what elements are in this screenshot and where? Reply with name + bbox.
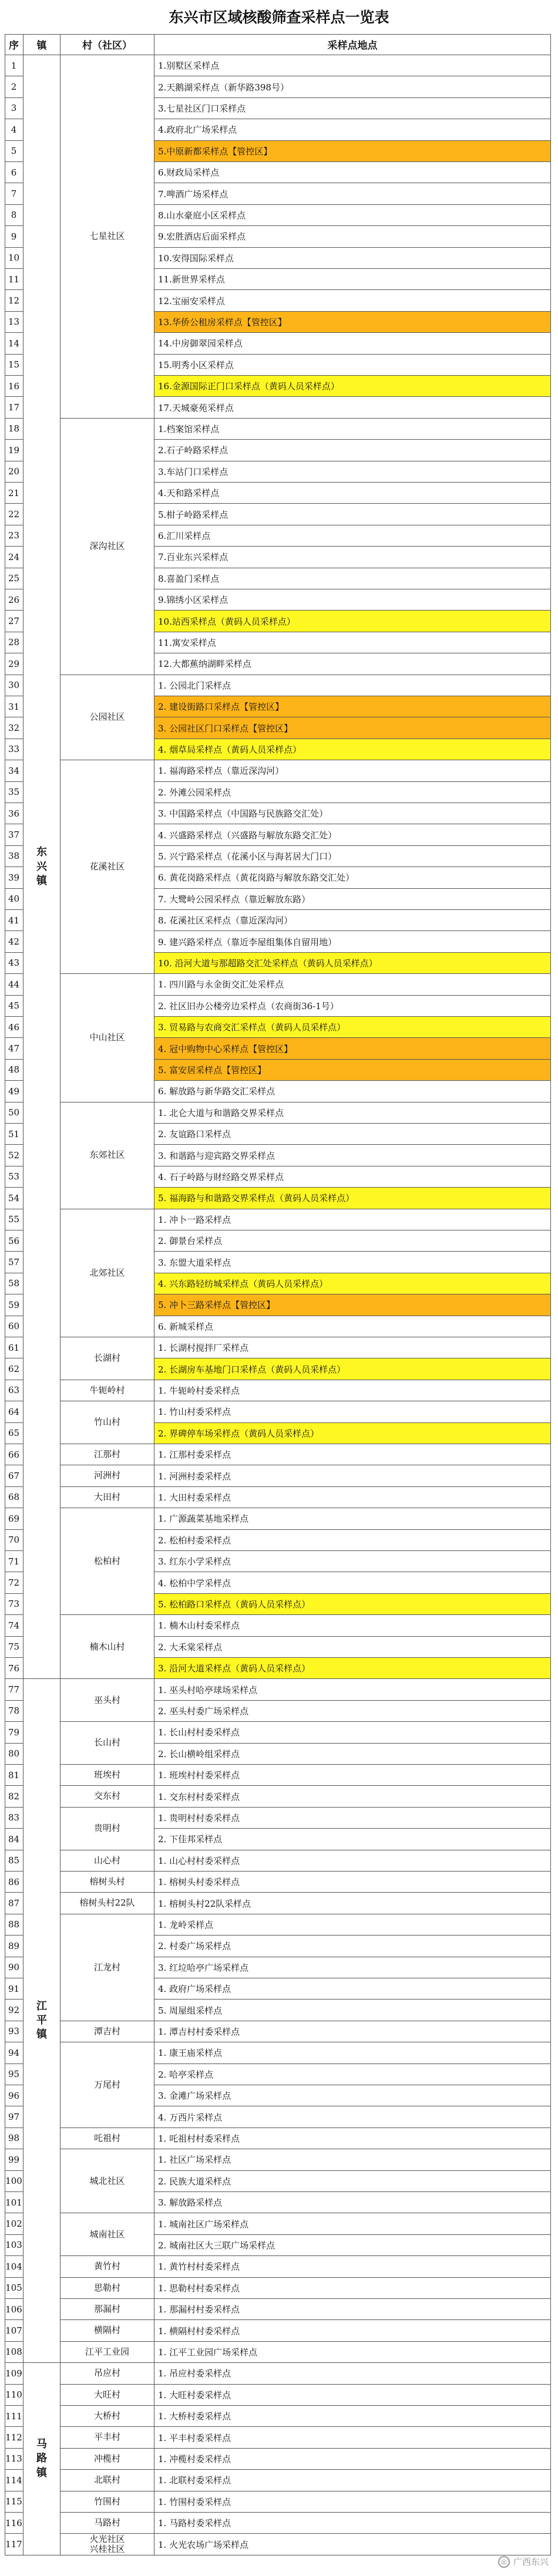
village-cell: 山心村: [60, 1850, 154, 1872]
watermark: [498, 2555, 549, 2568]
village-cell: 花溪社区: [60, 760, 154, 974]
sampling-site: 2. 长湖房车基地门口采样点（黄码人员采样点）: [154, 1358, 551, 1380]
row-number: 101: [5, 2192, 23, 2213]
sampling-site: 3. 东盟大道采样点: [154, 1252, 551, 1273]
sampling-site: 1. 大旺村委采样点: [154, 2385, 551, 2406]
village-cell: 平丰村: [60, 2427, 154, 2448]
sampling-site: 5. 富安居采样点【管控区】: [154, 1060, 551, 1081]
row-number: 10: [5, 248, 23, 269]
sampling-site: 3. 贸易路与农商交汇采样点（黄码人员采样点）: [154, 1017, 551, 1038]
row-number: 39: [5, 867, 23, 888]
sampling-site: 1. 江平工业园广场采样点: [154, 2342, 551, 2363]
row-number: 68: [5, 1487, 23, 1508]
row-number: 91: [5, 1978, 23, 2000]
row-number: 108: [5, 2342, 23, 2363]
sampling-site: 5.柑子岭路采样点: [154, 504, 551, 525]
sampling-site: 6.汇川采样点: [154, 525, 551, 547]
row-number: 32: [5, 717, 23, 739]
sampling-site: 9. 建兴路采样点（靠近李屋组集体自留用地）: [154, 931, 551, 952]
sampling-site: 3. 沿河大道采样点（黄码人员采样点）: [154, 1658, 551, 1679]
village-cell: 松柏村: [60, 1508, 154, 1615]
sampling-site: 2. 界碑停车场采样点（黄码人员采样点）: [154, 1423, 551, 1444]
header-town: 镇: [23, 34, 60, 55]
sampling-site: 1. 长山村村委采样点: [154, 1722, 551, 1743]
row-number: 90: [5, 1957, 23, 1978]
row-number: 88: [5, 1914, 23, 1936]
row-number: 95: [5, 2064, 23, 2085]
village-cell: 城南社区: [60, 2213, 154, 2256]
sampling-site: 2. 民族大道采样点: [154, 2171, 551, 2192]
sampling-site: 2. 巫头村委广场采样点: [154, 1701, 551, 1722]
village-cell: 公园社区: [60, 675, 154, 761]
row-number: 106: [5, 2299, 23, 2320]
row-number: 81: [5, 1765, 23, 1786]
sampling-site: 9.宏胜酒店后面采样点: [154, 226, 551, 247]
village-cell: 那漏村: [60, 2299, 154, 2320]
sampling-site: 2. 下佳邦采样点: [154, 1829, 551, 1850]
sampling-site: 2. 友谊路口采样点: [154, 1124, 551, 1145]
sampling-site: 1. 榕树头村22队采样点: [154, 1893, 551, 1914]
sampling-site: 1. 城南社区广场采样点: [154, 2213, 551, 2234]
village-cell: 深沟社区: [60, 419, 154, 675]
sampling-site: 1. 火光农场广场采样点: [154, 2534, 551, 2555]
row-number: 99: [5, 2149, 23, 2170]
row-number: 54: [5, 1188, 23, 1209]
row-number: 104: [5, 2256, 23, 2277]
sampling-site: 1. 社区广场采样点: [154, 2149, 551, 2170]
row-number: 20: [5, 461, 23, 483]
village-cell: 大田村: [60, 1487, 154, 1508]
row-number: 60: [5, 1316, 23, 1337]
row-number: 41: [5, 910, 23, 931]
sampling-site: 4. 政府广场采样点: [154, 1978, 551, 2000]
row-number: 74: [5, 1615, 23, 1636]
row-number: 113: [5, 2449, 23, 2470]
village-cell: 巫头村: [60, 1679, 154, 1722]
sampling-site: 5. 松柏路口采样点（黄码人员采样点）: [154, 1594, 551, 1615]
row-number: 21: [5, 483, 23, 504]
sampling-site: 3.七星社区门口采样点: [154, 98, 551, 119]
row-number: 80: [5, 1744, 23, 1765]
town-cell: [23, 55, 60, 1679]
sampling-site: 3. 金滩广场采样点: [154, 2085, 551, 2106]
village-cell: 北联村: [60, 2470, 154, 2491]
town-name: 江平镇: [36, 2000, 47, 2041]
row-number: 1: [5, 55, 23, 76]
row-number: 58: [5, 1273, 23, 1294]
sampling-site: 8.喜盈门采样点: [154, 568, 551, 589]
sampling-site: 1. 康王庙采样点: [154, 2042, 551, 2064]
village-cell: 长山村: [60, 1722, 154, 1765]
village-cell: 中山社区: [60, 974, 154, 1102]
row-number: 82: [5, 1786, 23, 1807]
sampling-site: 1. 榕树头村委采样点: [154, 1872, 551, 1893]
sampling-site: 6. 解放路与新华路交汇采样点: [154, 1081, 551, 1102]
sampling-site: 1. 广源蔬菜基地采样点: [154, 1508, 551, 1529]
row-number: 7: [5, 183, 23, 204]
row-number: 49: [5, 1081, 23, 1102]
town-cell: [23, 1679, 60, 2363]
row-number: 4: [5, 119, 23, 140]
row-number: 79: [5, 1722, 23, 1743]
sampling-site: 1. 楠木山村委采样点: [154, 1615, 551, 1636]
row-number: 114: [5, 2470, 23, 2491]
sampling-site: 6.财政局采样点: [154, 162, 551, 183]
sampling-site: 1. 竹围村委采样点: [154, 2491, 551, 2513]
sampling-site: 1. 吒祖村村委采样点: [154, 2128, 551, 2149]
town-name: 东兴镇: [36, 846, 47, 887]
row-number: 16: [5, 376, 23, 397]
row-number: 23: [5, 525, 23, 547]
row-number: 92: [5, 2000, 23, 2021]
village-cell: 城北社区: [60, 2149, 154, 2213]
row-number: 34: [5, 760, 23, 781]
sampling-site: 12.宝丽安采样点: [154, 290, 551, 311]
sampling-site: 9.锦绣小区采样点: [154, 589, 551, 611]
sampling-site: 1.档案馆采样点: [154, 419, 551, 440]
row-number: 66: [5, 1444, 23, 1465]
sampling-site: 1. 潭吉村村委采样点: [154, 2021, 551, 2042]
village-cell: 冲榄村: [60, 2449, 154, 2470]
village-cell: 贵明村: [60, 1808, 154, 1850]
row-number: 9: [5, 226, 23, 247]
town-cell: [23, 2363, 60, 2555]
sampling-site: 1. 牛轭岭村委采样点: [154, 1380, 551, 1401]
row-number: 52: [5, 1145, 23, 1166]
row-number: 84: [5, 1829, 23, 1850]
row-number: 70: [5, 1530, 23, 1551]
sampling-site: 8. 花溪社区采样点（靠近深沟河）: [154, 910, 551, 931]
village-cell: 江平工业园: [60, 2342, 154, 2363]
row-number: 28: [5, 632, 23, 653]
header-village: 村（社区）: [60, 34, 154, 55]
row-number: 105: [5, 2278, 23, 2299]
sampling-site: 2. 长山横岭组采样点: [154, 1744, 551, 1765]
sampling-site: 5. 周屋组采样点: [154, 2000, 551, 2021]
village-cell: 交东村: [60, 1786, 154, 1807]
sampling-site: 1. 河洲村委采样点: [154, 1465, 551, 1486]
sampling-site: 1. 福海路采样点（靠近深沟河）: [154, 760, 551, 781]
row-number: 115: [5, 2491, 23, 2513]
village-cell: 榕树头村: [60, 1872, 154, 1893]
row-number: 46: [5, 1017, 23, 1038]
sampling-site: 3.车站门口采样点: [154, 461, 551, 483]
sampling-site: 1. 贵明村村委采样点: [154, 1808, 551, 1829]
sampling-site: 7. 大鹭岭公园采样点（靠近解放东路）: [154, 889, 551, 910]
row-number: 76: [5, 1658, 23, 1679]
header-seq: 序: [5, 34, 23, 55]
row-number: 65: [5, 1423, 23, 1444]
row-number: 61: [5, 1337, 23, 1358]
village-cell: 长湖村: [60, 1337, 154, 1380]
village-cell: 黄竹村: [60, 2256, 154, 2277]
sampling-site: 1. 大田村委采样点: [154, 1487, 551, 1508]
sampling-site: 14.中房御翠园采样点: [154, 333, 551, 354]
row-number: 59: [5, 1294, 23, 1316]
row-number: 97: [5, 2106, 23, 2127]
sampling-site: 2. 御景台采样点: [154, 1230, 551, 1252]
row-number: 42: [5, 931, 23, 952]
row-number: 94: [5, 2042, 23, 2064]
row-number: 78: [5, 1701, 23, 1722]
sampling-site: 1. 山心村村委采样点: [154, 1850, 551, 1872]
sampling-site: 1. 交东村村委采样点: [154, 1786, 551, 1807]
sampling-site: 6. 黄花岗路采样点（黄花岗路与解放东路交汇处）: [154, 867, 551, 888]
row-number: 64: [5, 1401, 23, 1422]
sampling-site: 1. 冲榄村委采样点: [154, 2449, 551, 2470]
sampling-site: 4.政府北广场采样点: [154, 119, 551, 140]
town-name: 马路镇: [36, 2438, 47, 2479]
row-number: 83: [5, 1808, 23, 1829]
row-number: 50: [5, 1102, 23, 1124]
sampling-site: 2. 建设街路口采样点【管控区】: [154, 696, 551, 717]
sampling-site: 3. 红垃哈亭广场采样点: [154, 1957, 551, 1978]
row-number: 72: [5, 1572, 23, 1593]
village-cell: 火光社区 兴桂社区: [60, 2534, 154, 2555]
sampling-site: 4. 兴盛路采样点（兴盛路与解放东路交汇处）: [154, 824, 551, 845]
row-number: 73: [5, 1594, 23, 1615]
row-number: 67: [5, 1465, 23, 1486]
sampling-site: 4. 万西片采样点: [154, 2106, 551, 2127]
row-number: 8: [5, 205, 23, 226]
sampling-site: 1. 江那村委采样点: [154, 1444, 551, 1465]
row-number: 36: [5, 803, 23, 824]
sampling-site: 16.金源国际正门口采样点（黄码人员采样点）: [154, 376, 551, 397]
sampling-site: 1. 竹山村委采样点: [154, 1401, 551, 1422]
row-number: 11: [5, 269, 23, 290]
sampling-site: 11.寓安采样点: [154, 632, 551, 653]
row-number: 75: [5, 1637, 23, 1658]
sampling-site: 1.别墅区采样点: [154, 55, 551, 76]
village-cell: 竹围村: [60, 2491, 154, 2513]
row-number: 55: [5, 1209, 23, 1230]
row-number: 111: [5, 2406, 23, 2427]
sampling-site: 11.新世界采样点: [154, 269, 551, 290]
village-cell: 牛轭岭村: [60, 1380, 154, 1401]
row-number: 45: [5, 996, 23, 1017]
sampling-site: 5. 兴宁路采样点（花溪小区与海茗居大门口）: [154, 846, 551, 867]
row-number: 57: [5, 1252, 23, 1273]
village-cell: 大旺村: [60, 2385, 154, 2406]
sampling-site: 4. 烟草局采样点（黄码人员采样点）: [154, 739, 551, 760]
row-number: 112: [5, 2427, 23, 2448]
row-number: 85: [5, 1850, 23, 1872]
row-number: 51: [5, 1124, 23, 1145]
row-number: 110: [5, 2385, 23, 2406]
row-number: 3: [5, 98, 23, 119]
row-number: 40: [5, 889, 23, 910]
row-number: 18: [5, 419, 23, 440]
sampling-site: 7.百业东兴采样点: [154, 547, 551, 568]
row-number: 47: [5, 1038, 23, 1059]
sampling-site: 3. 公园社区门口采样点【管控区】: [154, 717, 551, 739]
row-number: 25: [5, 568, 23, 589]
sampling-site: 2.天鹅湖采样点（新华路398号）: [154, 76, 551, 97]
sampling-site: 5. 冲卜三路采样点【管控区】: [154, 1294, 551, 1316]
sampling-site: 1. 冲卜一路采样点: [154, 1209, 551, 1230]
row-number: 26: [5, 589, 23, 611]
row-number: 86: [5, 1872, 23, 1893]
row-number: 13: [5, 312, 23, 333]
row-number: 37: [5, 824, 23, 845]
sampling-site: 2. 哈亭采样点: [154, 2064, 551, 2085]
row-number: 103: [5, 2235, 23, 2256]
sampling-site: 1. 公园北门采样点: [154, 675, 551, 696]
sampling-site: 8.山水豪庭小区采样点: [154, 205, 551, 226]
row-number: 77: [5, 1679, 23, 1700]
sampling-site: 1. 班埃村村委采样点: [154, 1765, 551, 1786]
village-cell: 大桥村: [60, 2406, 154, 2427]
row-number: 98: [5, 2128, 23, 2149]
row-number: 24: [5, 547, 23, 568]
village-cell: 河洲村: [60, 1465, 154, 1486]
village-cell: 马路村: [60, 2513, 154, 2534]
row-number: 31: [5, 696, 23, 717]
sampling-site: 1. 吊应村委采样点: [154, 2363, 551, 2384]
header-site: 采样点地点: [154, 34, 551, 55]
village-cell: 楠木山村: [60, 1615, 154, 1679]
sampling-site: 1. 北仑大道与和谐路交界采样点: [154, 1102, 551, 1124]
row-number: 109: [5, 2363, 23, 2384]
village-cell: 吒祖村: [60, 2128, 154, 2149]
sampling-site: 13.华侨公租房采样点【管控区】: [154, 312, 551, 333]
row-number: 102: [5, 2213, 23, 2234]
sampling-site: 1. 思勒村村委采样点: [154, 2278, 551, 2299]
row-number: 93: [5, 2021, 23, 2042]
sampling-site: 6. 新城采样点: [154, 1316, 551, 1337]
row-number: 69: [5, 1508, 23, 1529]
sampling-site: 3. 红东小学采样点: [154, 1551, 551, 1572]
sampling-site: 10.站西采样点（黄码人员采样点）: [154, 611, 551, 632]
row-number: 27: [5, 611, 23, 632]
row-number: 56: [5, 1230, 23, 1252]
sampling-site: 2. 大禾棠采样点: [154, 1637, 551, 1658]
village-cell: 万尾村: [60, 2042, 154, 2128]
village-cell: 榕树头村22队: [60, 1893, 154, 1914]
row-number: 43: [5, 953, 23, 974]
sampling-site: 2. 外滩公园采样点: [154, 782, 551, 803]
row-number: 38: [5, 846, 23, 867]
village-cell: 江龙村: [60, 1914, 154, 2021]
sampling-site: 4. 兴东路轻纺城采样点（黄码人员采样点）: [154, 1273, 551, 1294]
row-number: 100: [5, 2171, 23, 2192]
sampling-site: 15.明秀小区采样点: [154, 355, 551, 376]
village-cell: 吊应村: [60, 2363, 154, 2384]
sampling-site: 2. 城南社区大三联广场采样点: [154, 2235, 551, 2256]
sampling-site: 3. 中国路采样点（中国路与民族路交汇处）: [154, 803, 551, 824]
sampling-site: 1. 北联村委采样点: [154, 2470, 551, 2491]
sampling-site: 1. 四川路与永金街交汇处采样点: [154, 974, 551, 995]
row-number: 116: [5, 2513, 23, 2534]
row-number: 117: [5, 2534, 23, 2555]
row-number: 14: [5, 333, 23, 354]
sampling-site: 1. 巫头村哈亭球场采样点: [154, 1679, 551, 1700]
sampling-site: 4. 冠中购物中心采样点【管控区】: [154, 1038, 551, 1059]
sampling-site: 1. 大桥村委采样点: [154, 2406, 551, 2427]
row-number: 44: [5, 974, 23, 995]
watermark-logo-icon: ◎: [498, 2556, 510, 2568]
sampling-site: 1. 马路村委采样点: [154, 2513, 551, 2534]
row-number: 17: [5, 397, 23, 418]
sampling-site: 5. 福海路与和谐路交界采样点（黄码人员采样点）: [154, 1188, 551, 1209]
village-cell: 横隔村: [60, 2320, 154, 2341]
sampling-site: 2. 村委广场采样点: [154, 1936, 551, 1957]
page-title: 东兴市区域核酸筛查采样点一览表: [169, 8, 389, 26]
row-number: 87: [5, 1893, 23, 1914]
row-number: 29: [5, 653, 23, 675]
sampling-site: 10. 沿河大道与那超路交汇处采样点（黄码人员采样点）: [154, 953, 551, 974]
row-number: 71: [5, 1551, 23, 1572]
row-number: 35: [5, 782, 23, 803]
sampling-site: 1. 长湖村搅拌厂采样点: [154, 1337, 551, 1358]
sampling-site: 1. 横隔村村委采样点: [154, 2320, 551, 2341]
sampling-site: 12.大都蕉纳湖畔采样点: [154, 653, 551, 675]
village-cell: 竹山村: [60, 1401, 154, 1444]
row-number: 12: [5, 290, 23, 311]
sampling-site: 1. 龙岭采样点: [154, 1914, 551, 1936]
sampling-site: 4. 石子岭路与財经路交界采样点: [154, 1166, 551, 1188]
sampling-site: 1. 平丰村委采样点: [154, 2427, 551, 2448]
row-number: 96: [5, 2085, 23, 2106]
sampling-site: 4. 松柏中学采样点: [154, 1572, 551, 1593]
village-cell: 北郊社区: [60, 1209, 154, 1337]
row-number: 33: [5, 739, 23, 760]
row-number: 2: [5, 76, 23, 97]
sampling-site: 2. 社区旧办公楼旁边采样点（农商街36-1号）: [154, 996, 551, 1017]
sampling-site: 3. 解放路采样点: [154, 2192, 551, 2213]
village-cell: 七星社区: [60, 55, 154, 419]
village-cell: 潭吉村: [60, 2021, 154, 2042]
row-number: 107: [5, 2320, 23, 2341]
sampling-site: 1. 黄竹村村委采样点: [154, 2256, 551, 2277]
village-cell: 东郊社区: [60, 1102, 154, 1209]
row-number: 15: [5, 355, 23, 376]
sampling-site: 10.安得国际采样点: [154, 248, 551, 269]
village-cell: 江那村: [60, 1444, 154, 1465]
row-number: 53: [5, 1166, 23, 1188]
sampling-site: 2. 松柏村委采样点: [154, 1530, 551, 1551]
sampling-site: 5.中原新都采样点【管控区】: [154, 141, 551, 162]
sampling-site: 17.天城豪苑采样点: [154, 397, 551, 418]
watermark-text: 广西东兴: [513, 2557, 549, 2567]
sampling-site: 4.天和路采样点: [154, 483, 551, 504]
row-number: 22: [5, 504, 23, 525]
row-number: 30: [5, 675, 23, 696]
row-number: 19: [5, 440, 23, 461]
sampling-site: 7.啤酒广场采样点: [154, 183, 551, 204]
row-number: 48: [5, 1060, 23, 1081]
row-number: 62: [5, 1358, 23, 1380]
row-number: 89: [5, 1936, 23, 1957]
sampling-site: 1. 那漏村村委采样点: [154, 2299, 551, 2320]
row-number: 6: [5, 162, 23, 183]
village-cell: 班埃村: [60, 1765, 154, 1786]
sampling-site: 3. 和谐路与迎宾路交界采样点: [154, 1145, 551, 1166]
village-cell: 思勒村: [60, 2278, 154, 2299]
sampling-site: 2.石子岭路采样点: [154, 440, 551, 461]
row-number: 63: [5, 1380, 23, 1401]
row-number: 5: [5, 141, 23, 162]
